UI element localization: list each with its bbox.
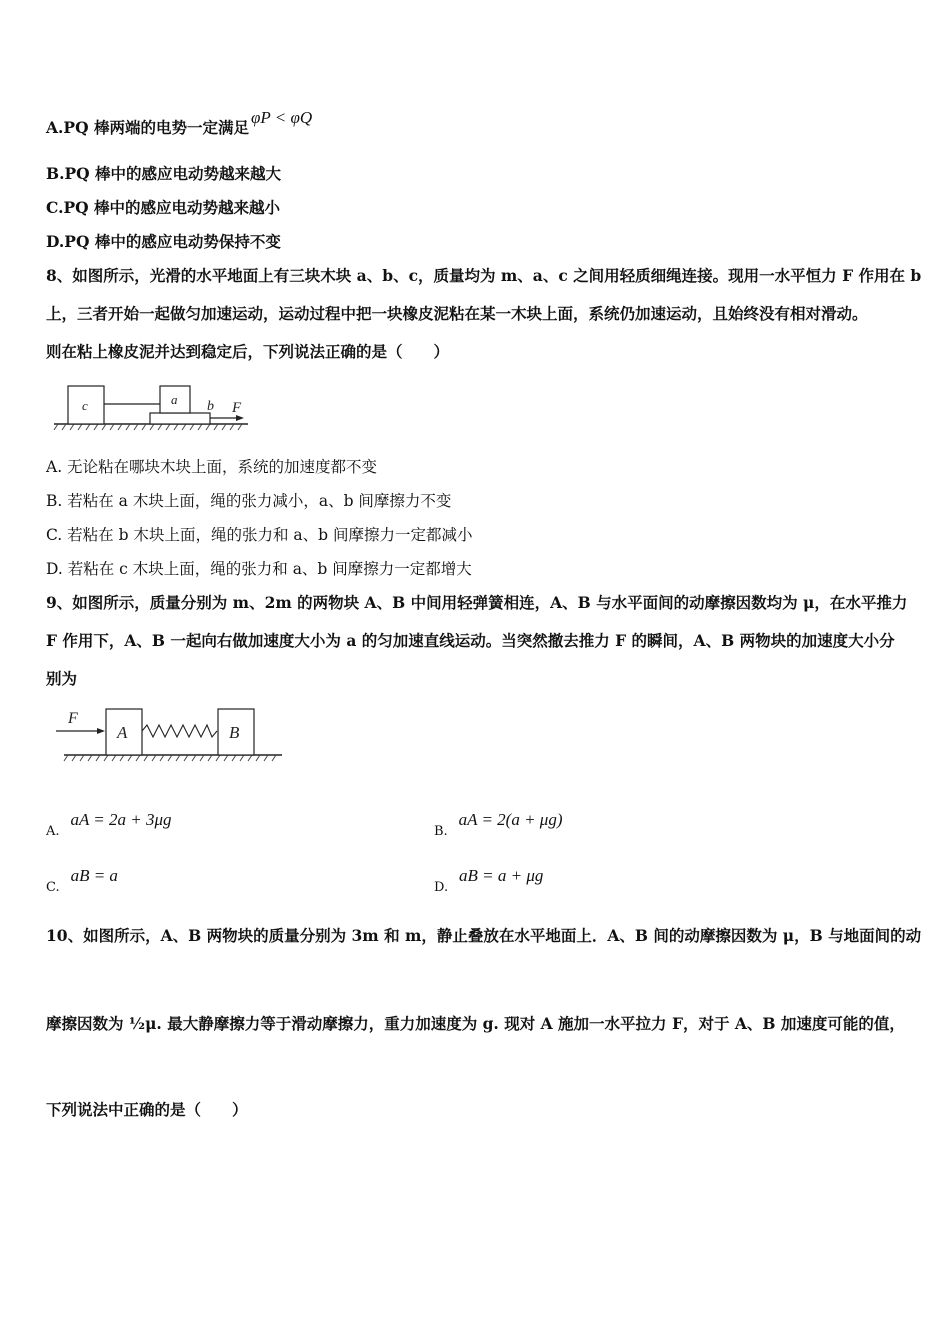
q9-figure [50, 703, 290, 767]
q8-option-b: B. 若粘在 a 木块上面，绳的张力减小，a、b 间摩擦力不变 [46, 492, 452, 510]
q8-stem-line3: 则在粘上橡皮泥并达到稳定后，下列说法正确的是（ ） [46, 342, 450, 361]
label-B: B [229, 723, 240, 742]
q9-option-d-math: aB = a + μg [459, 866, 544, 885]
q9-stem-line3: 别为 [46, 669, 78, 688]
q9-stem-line1: 9、如图所示，质量分别为 m、2m 的两物块 A、B 中间用轻弹簧相连，A、B 与水平面间的动摩擦因数均为 μ，在水平推力 [46, 593, 908, 612]
q9-option-a-label: A. [46, 824, 60, 839]
q10-stem-line2: 摩擦因数为 ½μ. 最大静摩擦力等于滑动摩擦力，重力加速度为 g. 现对 A 施加一水平拉力 F，对于 A、B 加速度可能的值， [46, 1014, 905, 1033]
q9-option-c-label: C. [46, 880, 60, 895]
q9-option-d [434, 866, 544, 895]
q7-option-b: B.PQ 棒中的感应电动势越来越大 [46, 164, 282, 183]
q9-option-d-label: D. [434, 880, 449, 895]
q8-stem-line1: 8、如图所示，光滑的水平地面上有三块木块 a、b、c，质量均为 m、a、c 之间用轻质细绳连接。现用一水平恒力 F 作用在 b [46, 266, 922, 285]
q10-stem-line3: 下列说法中正确的是（ ） [46, 1100, 248, 1119]
block-b [150, 413, 210, 424]
q7-option-c: C.PQ 棒中的感应电动势越来越小 [46, 198, 281, 217]
q8-option-d: D. 若粘在 c 木块上面，绳的张力和 a、b 间摩擦力一定都增大 [46, 560, 472, 578]
label-b: b [207, 399, 214, 414]
spring [142, 725, 217, 737]
q10-stem-line1: 10、如图所示，A、B 两物块的质量分别为 3m 和 m，静止叠放在水平地面上．A、B 间的动摩擦因数为 μ，B 与地面间的动 [46, 926, 922, 945]
q7-option-d: D.PQ 棒中的感应电动势保持不变 [46, 232, 281, 251]
label-c: c [82, 398, 88, 413]
q9-option-b [434, 810, 563, 839]
q7-option-a-math: φP < φQ [250, 108, 313, 127]
label-F: F [68, 710, 78, 727]
q8-stem-line2: 上，三者开始一起做匀加速运动，运动过程中把一块橡皮泥粘在某一木块上面，系统仍加速运动，且始终没有相对滑动。 [46, 304, 868, 323]
q8-option-c: C. 若粘在 b 木块上面，绳的张力和 a、b 间摩擦力一定都减小 [46, 526, 473, 544]
label-F: F [232, 400, 242, 416]
q9-option-a [46, 810, 172, 839]
q8-option-a: A. 无论粘在哪块木块上面，系统的加速度都不变 [46, 458, 378, 476]
label-a: a [171, 392, 178, 407]
q9-option-c [46, 866, 118, 895]
q7-option-a-text: A.PQ 棒两端的电势一定满足 [46, 118, 249, 137]
q9-option-a-math: aA = 2a + 3μg [70, 810, 172, 829]
label-A: A [117, 723, 128, 742]
q9-stem-line2: F 作用下，A、B 一起向右做加速度大小为 a 的匀加速直线运动。当突然撤去推力 F 的瞬间，A、B 两物块的加速度大小分 [46, 631, 895, 650]
q7-option-a [46, 108, 313, 138]
q9-option-b-math: aA = 2(a + μg) [458, 810, 563, 829]
q9-option-c-math: aB = a [70, 866, 118, 885]
q9-option-b-label: B. [434, 824, 448, 839]
q8-figure [50, 380, 260, 436]
